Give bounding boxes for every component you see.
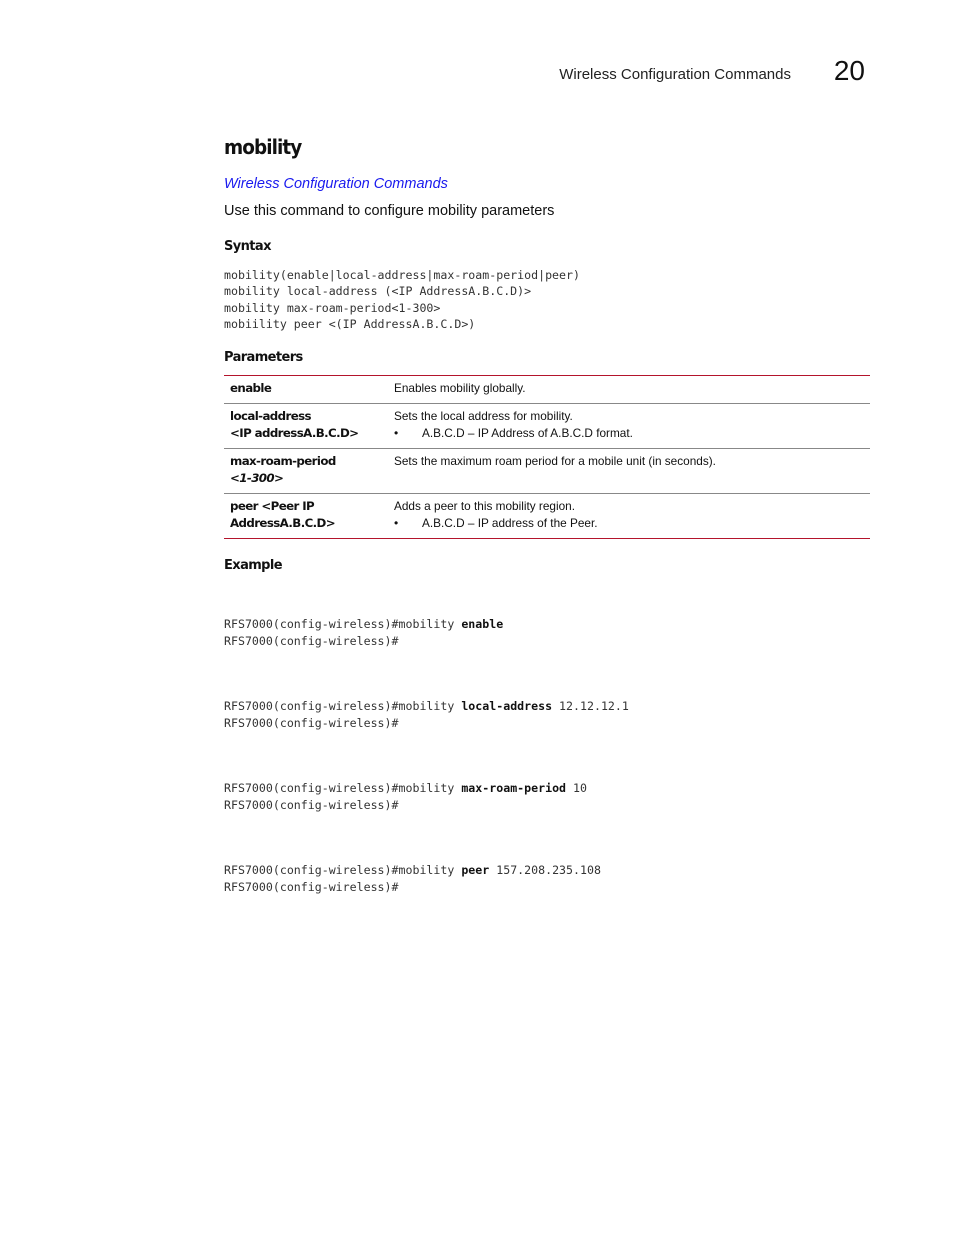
param-description-cell bbox=[388, 448, 870, 493]
param-name: max-roam-period bbox=[230, 453, 336, 468]
example-block bbox=[224, 780, 870, 813]
table-row bbox=[224, 448, 870, 493]
intro-text: Use this command to configure mobility parameters bbox=[224, 203, 555, 219]
table-row bbox=[224, 403, 870, 448]
example-block bbox=[224, 862, 870, 895]
param-name-cell bbox=[224, 403, 388, 448]
parameters-table bbox=[224, 375, 870, 539]
command-keyword: enable bbox=[461, 617, 504, 632]
example-prompt-line: RFS7000(config-wireless)# bbox=[224, 633, 399, 648]
example-prompt-line: RFS7000(config-wireless)# bbox=[224, 797, 399, 812]
bullet-text: A.B.C.D – IP address of the Peer. bbox=[422, 515, 598, 530]
example-command-line bbox=[224, 862, 870, 878]
syntax-line: mobility(enable|local-address|max-roam-period|peer) bbox=[224, 268, 580, 282]
page-content bbox=[224, 132, 870, 945]
param-description: Adds a peer to this mobility region. bbox=[394, 498, 575, 513]
chapter-number: 20 bbox=[833, 55, 865, 86]
param-name: peer <Peer IP bbox=[230, 498, 315, 513]
syntax-line: mobiility peer <(IP AddressA.B.C.D>) bbox=[224, 317, 476, 332]
syntax-line: mobility local-address (<IP AddressA.B.C.D)> bbox=[224, 284, 532, 299]
table-row bbox=[224, 375, 870, 403]
command-keyword: max-roam-period bbox=[461, 781, 567, 796]
command-keyword: local-address bbox=[461, 699, 553, 714]
param-description-cell bbox=[388, 403, 870, 448]
param-argument: <1-300> bbox=[230, 470, 284, 485]
example-command-line bbox=[224, 780, 870, 796]
example-heading: Example bbox=[224, 557, 282, 573]
command-value: 10 bbox=[566, 781, 587, 796]
syntax-heading: Syntax bbox=[224, 239, 271, 254]
param-name-cell bbox=[224, 448, 388, 493]
syntax-line: mobility max-roam-period<1-300> bbox=[224, 300, 441, 315]
bullet-dot-icon: • bbox=[394, 515, 399, 530]
parameters-heading: Parameters bbox=[224, 349, 303, 365]
param-description: Sets the local address for mobility. bbox=[394, 408, 573, 423]
example-code-block bbox=[224, 584, 870, 945]
param-name: enable bbox=[230, 380, 272, 395]
example-prompt-line: RFS7000(config-wireless)# bbox=[224, 879, 399, 894]
param-description-cell bbox=[388, 493, 870, 538]
bullet-dot-icon: • bbox=[394, 425, 399, 440]
breadcrumb-link[interactable]: Wireless Configuration Commands bbox=[224, 176, 448, 192]
command-prefix: RFS7000(config-wireless)#mobility bbox=[224, 781, 462, 796]
param-argument: AddressA.B.C.D> bbox=[230, 515, 336, 530]
page-title: mobility bbox=[224, 135, 302, 159]
command-value: 157.208.235.108 bbox=[489, 863, 601, 878]
bullet-item bbox=[394, 425, 864, 442]
example-block bbox=[224, 698, 870, 731]
param-description: Sets the maximum roam period for a mobile unit (in seconds). bbox=[394, 453, 716, 468]
example-command-line bbox=[224, 616, 870, 632]
example-command-line bbox=[224, 698, 870, 714]
param-name-cell bbox=[224, 493, 388, 538]
bullet-text: A.B.C.D – IP Address of A.B.C.D format. bbox=[422, 425, 633, 440]
param-description: Enables mobility globally. bbox=[394, 380, 526, 395]
example-block bbox=[224, 616, 870, 649]
param-name-cell bbox=[224, 375, 388, 403]
param-name: local-address bbox=[230, 408, 311, 423]
running-header-title: Wireless Configuration Commands bbox=[559, 66, 791, 83]
command-value: 12.12.12.1 bbox=[552, 699, 629, 714]
param-argument: <IP addressA.B.C.D> bbox=[230, 425, 359, 440]
command-prefix: RFS7000(config-wireless)#mobility bbox=[224, 863, 462, 878]
bullet-item bbox=[394, 515, 864, 532]
param-description-cell bbox=[388, 375, 870, 403]
command-prefix: RFS7000(config-wireless)#mobility bbox=[224, 699, 462, 714]
command-prefix: RFS7000(config-wireless)#mobility bbox=[224, 617, 462, 632]
syntax-code-block bbox=[224, 267, 870, 333]
table-row bbox=[224, 493, 870, 538]
command-keyword: peer bbox=[461, 863, 490, 878]
example-prompt-line: RFS7000(config-wireless)# bbox=[224, 715, 399, 730]
